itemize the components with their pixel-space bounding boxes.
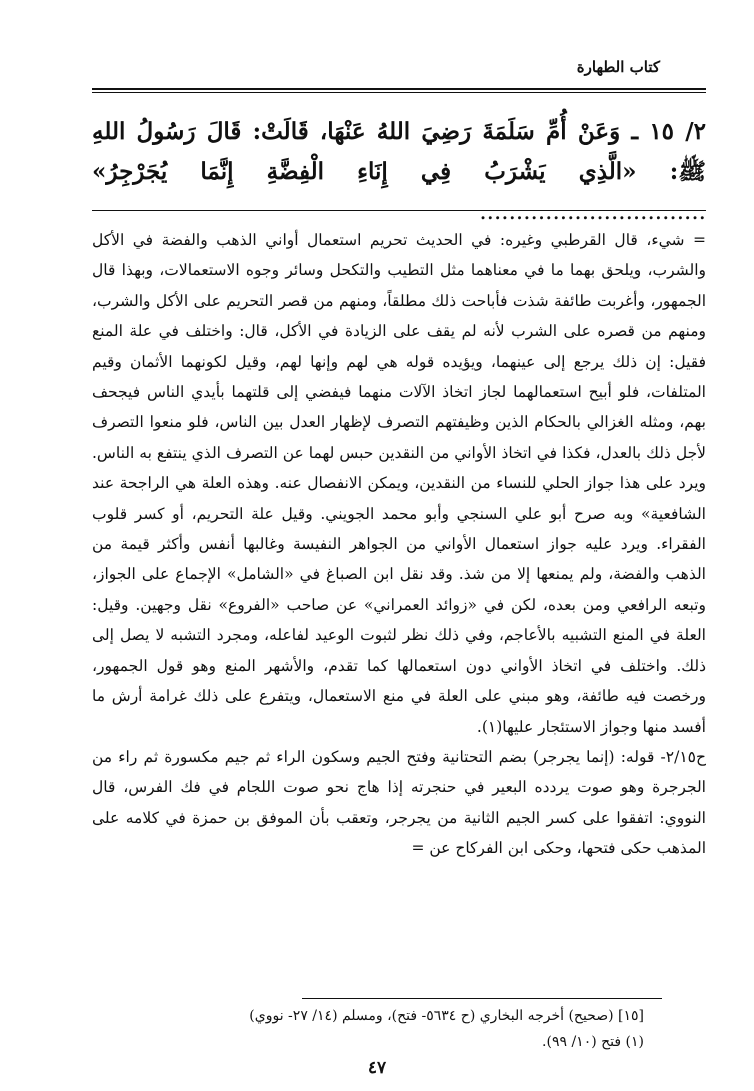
hadith-dots: ............................... (479, 199, 706, 225)
page-number: ٤٧ (367, 1058, 387, 1078)
running-head: كتاب الطهارة (576, 58, 660, 76)
commentary (92, 225, 706, 864)
commentary-paragraph: ح٢/١٥- قوله: (إنما يجرجر) بضم التحتانية وفتح الجيم وسكون الراء ثم جيم مكسورة ثم راء من الجرجرة وهو صوت يردده البعير في حنجرته إذا هاج نحو صوت اللجام في فك الفرس، قال النووي: اتفقوا على كسر الجيم الثانية من يجرجر، وتعقب بأن الموفق بن حمزة في كلامه على المذهب حكى فتحها، وحكى ابن الفركاح عن = (92, 747, 706, 858)
footnote-rule (302, 998, 662, 999)
footnote: (١) فتح (١٠/ ٩٩). (542, 1034, 644, 1050)
hadith-text (92, 112, 706, 232)
hadith-body: ٢/ ١٥ ـ وَعَنْ أُمِّ سَلَمَةَ رَضِيَ اللهُ عَنْهَا، قَالَتْ: قَالَ رَسُولُ اللهِ ﷺ: «الَّذِي يَشْرَبُ فِي إِنَاءِ الْفِضَّةِ إِنَّمَا يُجَرْجِرُ» (92, 118, 706, 185)
footnote: [١٥] (صحيح) أخرجه البخاري (ح ٥٦٣٤- فتح)، ومسلم (١٤/ ٢٧- نووي) (249, 1008, 644, 1024)
header-rule-thin (92, 92, 706, 93)
hadith-separator (92, 210, 706, 211)
footnotes (124, 1003, 644, 1055)
header-rule (92, 88, 706, 90)
commentary-paragraph: = شيء، قال القرطبي وغيره: في الحديث تحريم استعمال أواني الذهب والفضة في الأكل والشرب، ويلحق بهما ما في معناهما مثل التطيب والتكحل وسائر وجوه الاستعمالات، وبهذا قال الجمهور، وأغربت طائفة شذت فأباحت ذلك مطلقاً، ومنهم من قصر التحريم على الأكل والشرب، ومنهم من قصره على الشرب لأنه لم يقف على الزيادة في الأكل، قال: واختلف في علة المنع فقيل: إن ذلك يرجع إلى عينهما، ويؤيده قوله هي لهم وإنها لهم، وقيل لكونهما الأثمان وقيم المتلفات، فلو أبيح استعمالهما لجاز اتخاذ الآلات منهما فيفضي إلى قلتهما بأيدي الناس فيجحف بهم، ومثله الغزالي بالحكام الذين وظيفتهم التصرف لإظهار العدل بين الناس، فلو منعوا التصرف لأجل ذلك بالعدل، فكذا في اتخاذ الأواني من النقدين حبس لهما عن التصرف الذي ينتفع به الناس. ويرد على هذا جواز الحلي للنساء من النقدين، ويمكن الانفصال عنه. وهذه العلة هي الراجحة عند الشافعية» وبه صرح أبو علي السنجي وأبو محمد الجويني. وقيل علة التحريم، أو كسر قلوب الفقراء. ويرد عليه جواز استعمال الأواني من الجواهر النفيسة وغالبها أنفس وأكثر قيمة من الذهب والفضة، ولم يمنعها إلا من شذ. وقد نقل ابن الصباغ في «الشامل» الإجماع على الجواز، وتبعه الرافعي ومن بعده، لكن في «زوائد العمراني» عن صاحب «الفروع» نقل وجهين. وقيل: العلة في المنع التشبيه بالأعاجم، وفي ذلك نظر لثبوت الوعيد لفاعله، ومجرد التشبه لا يصل إلى ذلك. واختلف في اتخاذ الأواني دون استعمالها كما تقدم، والأشهر المنع وهو قول الجمهور، ورخصت فيه طائفة، وهو مبني على العلة في منع الاستعمال، ويتفرع على ذلك غرامة أرش ما أفسد منها وجواز الاستئجار عليها(١). (92, 231, 706, 736)
